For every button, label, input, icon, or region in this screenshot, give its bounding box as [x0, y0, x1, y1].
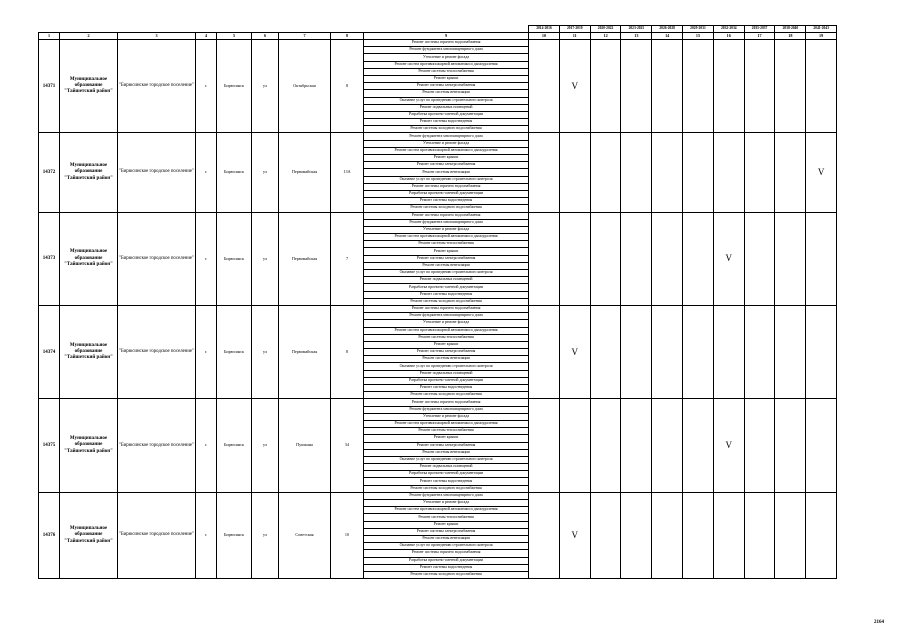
period-cell — [559, 133, 590, 212]
work-item: Утепление и ремонт фасада — [364, 54, 529, 61]
work-item: Ремонт подвальных помещений — [364, 277, 529, 284]
period-mark: V — [713, 212, 744, 305]
work-item: Ремонт крыши — [364, 155, 529, 162]
column-number: 14 — [652, 33, 683, 40]
work-item: Ремонт подвальных помещений — [364, 104, 529, 111]
period-header: 2032-2034 — [713, 26, 744, 33]
column-number: 13 — [621, 33, 652, 40]
period-cell — [683, 492, 714, 578]
period-cell — [529, 399, 560, 492]
period-cell — [806, 305, 837, 398]
work-item: Ремонт системы горячего водоснабжения — [364, 212, 529, 219]
period-cell — [652, 305, 683, 398]
period-cell — [775, 492, 806, 578]
period-header: 2014-2016 — [529, 26, 560, 33]
locality-cell: Бирюсинск — [217, 399, 252, 492]
period-cell — [652, 133, 683, 212]
work-item: Ремонт крыши — [364, 248, 529, 255]
work-item: Ремонт крыши — [364, 521, 529, 528]
work-item: Ремонт системы электроснабжения — [364, 162, 529, 169]
record-id: 14371 — [39, 40, 60, 133]
work-item: Ремонт системы горячего водоснабжения — [364, 399, 529, 406]
period-cell — [775, 399, 806, 492]
period-cell — [744, 399, 775, 492]
house-number-cell: 10 — [331, 492, 364, 578]
period-cell — [683, 305, 714, 398]
street-cell: Октябрьская — [279, 40, 331, 133]
work-item: Ремонт фундамента многоквартирного дома — [364, 219, 529, 226]
work-item: Ремонт системы вентиляции — [364, 356, 529, 363]
column-number: 9 — [364, 33, 529, 40]
period-cell — [652, 40, 683, 133]
work-item: Ремонт системы водоотведения — [364, 119, 529, 126]
house-number-cell: 34 — [331, 399, 364, 492]
work-item: Ремонт системы водоотведения — [364, 198, 529, 205]
period-cell — [652, 399, 683, 492]
work-item: Ремонт системы холодного водоснабжения — [364, 205, 529, 212]
locality-cell: Бирюсинск — [217, 40, 252, 133]
street-type-cell: ул — [252, 305, 279, 398]
work-item: Ремонт системы водоотведения — [364, 385, 529, 392]
period-cell — [621, 40, 652, 133]
locality-type-cell: г. — [196, 212, 217, 305]
settlement-cell: "Бирюсинское городское поселение" — [118, 399, 196, 492]
settlement-cell: "Бирюсинское городское поселение" — [118, 305, 196, 398]
settlement-cell: "Бирюсинское городское поселение" — [118, 40, 196, 133]
work-item: Ремонт фундамента многоквартирного дома — [364, 492, 529, 499]
period-cell — [621, 212, 652, 305]
work-item: Ремонт фундамента многоквартирного дома — [364, 133, 529, 140]
work-item: Оказание услуг по проведению строительного контроля — [364, 176, 529, 183]
period-cell — [744, 305, 775, 398]
column-number: 4 — [196, 33, 217, 40]
locality-type-cell: г. — [196, 305, 217, 398]
work-item: Ремонт системы холодного водоснабжения — [364, 571, 529, 578]
record-id: 14372 — [39, 133, 60, 212]
column-number: 17 — [744, 33, 775, 40]
period-cell — [744, 492, 775, 578]
period-cell — [652, 212, 683, 305]
work-item: Разработка проектно-сметной документации — [364, 377, 529, 384]
column-number: 8 — [331, 33, 364, 40]
work-item: Ремонт систем противопожарной автоматики и дымоудаления — [364, 61, 529, 68]
period-header-spacer — [39, 26, 529, 33]
work-item: Ремонт подвальных помещений — [364, 370, 529, 377]
period-cell — [590, 40, 621, 133]
period-cell — [621, 492, 652, 578]
locality-cell: Бирюсинск — [217, 305, 252, 398]
period-header: 2017-2019 — [559, 26, 590, 33]
period-cell — [590, 492, 621, 578]
work-item: Утепление и ремонт фасада — [364, 140, 529, 147]
period-cell — [590, 212, 621, 305]
period-cell — [621, 399, 652, 492]
work-item: Ремонт крыши — [364, 75, 529, 82]
work-item: Разработка проектно-сметной документации — [364, 284, 529, 291]
work-item: Ремонт системы холодного водоснабжения — [364, 485, 529, 492]
period-cell — [590, 133, 621, 212]
period-cell — [713, 305, 744, 398]
locality-type-cell: г. — [196, 492, 217, 578]
table-row — [39, 492, 837, 499]
column-number: 12 — [590, 33, 621, 40]
work-item: Утепление и ремонт фасада — [364, 226, 529, 233]
street-cell: Первомайская — [279, 133, 331, 212]
record-id: 14375 — [39, 399, 60, 492]
period-cell — [590, 399, 621, 492]
period-cell — [744, 133, 775, 212]
work-item: Ремонт систем противопожарной автоматики и дымоудаления — [364, 507, 529, 514]
period-cell — [529, 133, 560, 212]
municipality-cell: Муниципальное образование "Тайшетский район" — [60, 40, 118, 133]
period-cell — [806, 40, 837, 133]
period-header: 2026-2028 — [652, 26, 683, 33]
record-id: 14374 — [39, 305, 60, 398]
work-item: Ремонт фундамента многоквартирного дома — [364, 47, 529, 54]
period-cell — [744, 212, 775, 305]
period-header: 2035-2037 — [744, 26, 775, 33]
work-item: Утепление и ремонт фасада — [364, 500, 529, 507]
period-cell — [775, 212, 806, 305]
street-cell: Советская — [279, 492, 331, 578]
work-item: Ремонт систем противопожарной автоматики и дымоудаления — [364, 234, 529, 241]
period-header: 2029-2031 — [683, 26, 714, 33]
work-item: Ремонт системы теплоснабжения — [364, 428, 529, 435]
column-number: 3 — [118, 33, 196, 40]
street-cell: Первомайская — [279, 212, 331, 305]
street-cell: Первомайская — [279, 305, 331, 398]
period-cell — [744, 40, 775, 133]
period-header: 2038-2040 — [775, 26, 806, 33]
column-number: 2 — [60, 33, 118, 40]
column-number: 7 — [279, 33, 331, 40]
repair-schedule-table — [38, 25, 837, 579]
work-item: Ремонт системы горячего водоснабжения — [364, 305, 529, 312]
work-item: Ремонт системы электроснабжения — [364, 83, 529, 90]
locality-cell: Бирюсинск — [217, 133, 252, 212]
period-mark: V — [559, 40, 590, 133]
house-number-cell: 8 — [331, 40, 364, 133]
work-item: Ремонт системы вентиляции — [364, 262, 529, 269]
work-item: Оказание услуг по проведению строительного контроля — [364, 543, 529, 550]
column-number-row — [39, 33, 837, 40]
period-cell — [683, 212, 714, 305]
work-item: Ремонт систем противопожарной автоматики и дымоудаления — [364, 420, 529, 427]
work-item: Ремонт фундамента многоквартирного дома — [364, 313, 529, 320]
work-item: Ремонт системы электроснабжения — [364, 349, 529, 356]
period-header: 2041-2043 — [806, 26, 837, 33]
work-item: Ремонт системы электроснабжения — [364, 442, 529, 449]
period-header: 2023-2025 — [621, 26, 652, 33]
work-item: Ремонт систем противопожарной автоматики и дымоудаления — [364, 327, 529, 334]
period-header-row — [39, 26, 837, 33]
table-row — [39, 133, 837, 140]
period-cell — [683, 133, 714, 212]
municipality-cell: Муниципальное образование "Тайшетский район" — [60, 133, 118, 212]
locality-cell: Бирюсинск — [217, 492, 252, 578]
period-cell — [775, 305, 806, 398]
house-number-cell: 13А — [331, 133, 364, 212]
locality-type-cell: г. — [196, 133, 217, 212]
work-item: Ремонт фундамента многоквартирного дома — [364, 406, 529, 413]
column-number: 6 — [252, 33, 279, 40]
period-cell — [806, 399, 837, 492]
period-cell — [652, 492, 683, 578]
work-item: Разработка проектно-сметной документации — [364, 111, 529, 118]
column-number: 10 — [529, 33, 560, 40]
work-item: Ремонт системы теплоснабжения — [364, 68, 529, 75]
settlement-cell: "Бирюсинское городское поселение" — [118, 212, 196, 305]
street-type-cell: ул — [252, 399, 279, 492]
work-item: Утепление и ремонт фасада — [364, 413, 529, 420]
work-item: Оказание услуг по проведению строительного контроля — [364, 456, 529, 463]
work-item: Ремонт системы горячего водоснабжения — [364, 183, 529, 190]
period-cell — [806, 492, 837, 578]
period-cell — [529, 492, 560, 578]
period-cell — [683, 399, 714, 492]
municipality-cell: Муниципальное образование "Тайшетский район" — [60, 399, 118, 492]
work-item: Ремонт системы вентиляции — [364, 169, 529, 176]
street-type-cell: ул — [252, 212, 279, 305]
period-cell — [775, 40, 806, 133]
work-item: Ремонт системы водоотведения — [364, 291, 529, 298]
work-item: Ремонт системы горячего водоснабжения — [364, 40, 529, 47]
period-cell — [529, 212, 560, 305]
period-cell — [713, 40, 744, 133]
work-item: Ремонт системы электроснабжения — [364, 528, 529, 535]
work-item: Ремонт крыши — [364, 435, 529, 442]
work-item: Утепление и ремонт фасада — [364, 320, 529, 327]
work-item: Разработка проектно-сметной документации — [364, 190, 529, 197]
work-item: Ремонт системы водоотведения — [364, 564, 529, 571]
locality-type-cell: г. — [196, 40, 217, 133]
work-item: Ремонт системы теплоснабжения — [364, 241, 529, 248]
work-item: Ремонт крыши — [364, 341, 529, 348]
work-item: Ремонт системы горячего водоснабжения — [364, 550, 529, 557]
locality-cell: Бирюсинск — [217, 212, 252, 305]
street-type-cell: ул — [252, 492, 279, 578]
table-row — [39, 212, 837, 219]
house-number-cell: 8 — [331, 305, 364, 398]
period-cell — [806, 212, 837, 305]
locality-type-cell: г. — [196, 399, 217, 492]
column-number: 19 — [806, 33, 837, 40]
work-item: Ремонт системы холодного водоснабжения — [364, 126, 529, 133]
period-cell — [559, 399, 590, 492]
street-type-cell: ул — [252, 133, 279, 212]
work-item: Ремонт системы теплоснабжения — [364, 514, 529, 521]
period-mark: V — [713, 399, 744, 492]
municipality-cell: Муниципальное образование "Тайшетский район" — [60, 492, 118, 578]
table-row — [39, 399, 837, 406]
period-mark: V — [559, 305, 590, 398]
repair-schedule-sheet — [38, 25, 836, 579]
period-cell — [529, 40, 560, 133]
work-item: Оказание услуг по проведению строительного контроля — [364, 97, 529, 104]
period-mark: V — [559, 492, 590, 578]
work-item: Ремонт системы электроснабжения — [364, 255, 529, 262]
work-item: Ремонт системы холодного водоснабжения — [364, 298, 529, 305]
period-cell — [529, 305, 560, 398]
column-number: 15 — [683, 33, 714, 40]
column-number: 5 — [217, 33, 252, 40]
settlement-cell: "Бирюсинское городское поселение" — [118, 133, 196, 212]
column-number: 16 — [713, 33, 744, 40]
period-header: 2020-2022 — [590, 26, 621, 33]
page-number: 2164 — [874, 620, 884, 625]
period-cell — [590, 305, 621, 398]
work-item: Ремонт подвальных помещений — [364, 464, 529, 471]
work-item: Ремонт системы вентиляции — [364, 535, 529, 542]
period-cell — [713, 492, 744, 578]
work-item: Оказание услуг по проведению строительного контроля — [364, 270, 529, 277]
period-cell — [621, 133, 652, 212]
work-item: Ремонт системы водоотведения — [364, 478, 529, 485]
municipality-cell: Муниципальное образование "Тайшетский район" — [60, 212, 118, 305]
work-item: Разработка проектно-сметной документации — [364, 557, 529, 564]
column-number: 1 — [39, 33, 60, 40]
column-number: 18 — [775, 33, 806, 40]
street-cell: Пушкина — [279, 399, 331, 492]
work-item: Разработка проектно-сметной документации — [364, 471, 529, 478]
period-cell — [775, 133, 806, 212]
table-row — [39, 40, 837, 47]
period-mark: V — [806, 133, 837, 212]
work-item: Ремонт систем противопожарной автоматики и дымоудаления — [364, 147, 529, 154]
period-cell — [559, 212, 590, 305]
street-type-cell: ул — [252, 40, 279, 133]
work-item: Ремонт системы вентиляции — [364, 449, 529, 456]
record-id: 14376 — [39, 492, 60, 578]
settlement-cell: "Бирюсинское городское поселение" — [118, 492, 196, 578]
column-number: 11 — [559, 33, 590, 40]
period-cell — [713, 133, 744, 212]
work-item: Оказание услуг по проведению строительного контроля — [364, 363, 529, 370]
work-item: Ремонт системы вентиляции — [364, 90, 529, 97]
work-item: Ремонт системы холодного водоснабжения — [364, 392, 529, 399]
municipality-cell: Муниципальное образование "Тайшетский район" — [60, 305, 118, 398]
house-number-cell: 7 — [331, 212, 364, 305]
work-item: Ремонт системы теплоснабжения — [364, 334, 529, 341]
period-cell — [683, 40, 714, 133]
record-id: 14373 — [39, 212, 60, 305]
period-cell — [621, 305, 652, 398]
table-row — [39, 305, 837, 312]
